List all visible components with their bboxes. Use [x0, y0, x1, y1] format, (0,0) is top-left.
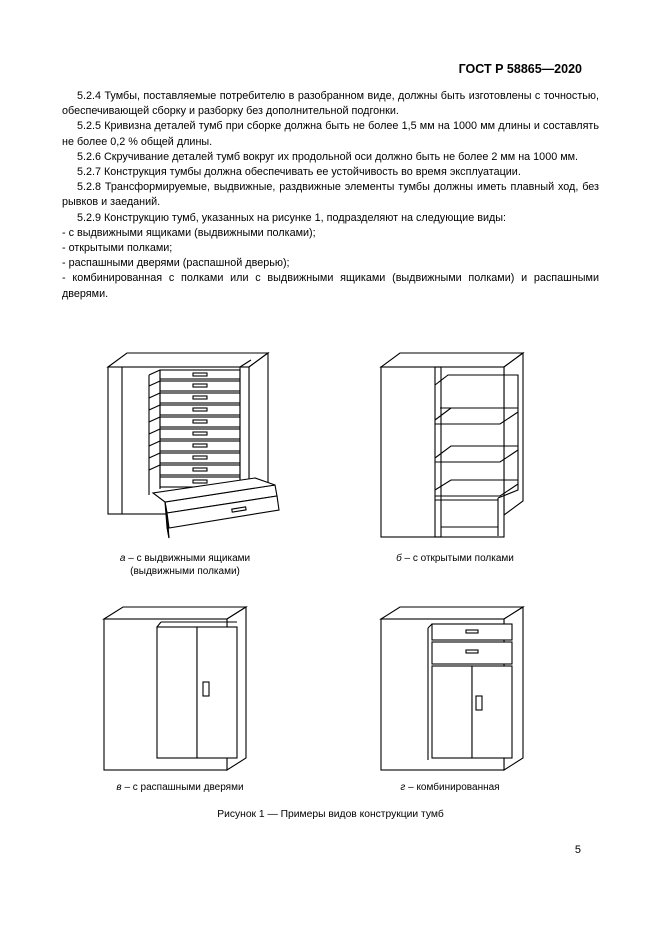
paragraph: 5.2.8 Трансформируемые, выдвижные, раздвижные элементы тумбы должны иметь плавный ход, без рывков и заеданий.	[62, 181, 599, 209]
caption-letter: в	[116, 782, 122, 793]
list-item: - открытыми полками;	[62, 242, 173, 255]
document-header: ГОСТ Р 58865—2020	[458, 62, 582, 76]
caption-text: – с открытыми полками	[404, 553, 514, 564]
paragraph: 5.2.5 Кривизна деталей тумб при сборке должна быть не более 1,5 мм на 1000 мм длины и составлять не более 0,2 % общей длины.	[62, 120, 599, 148]
paragraph: 5.2.4 Тумбы, поставляемые потребителю в разобранном виде, должны быть изготовлены с точностью, обеспечивающей сборку и разборку без дополнительной подгонки.	[62, 90, 599, 118]
caption-text: – комбинированная	[408, 782, 500, 793]
list-item: - комбинированная с полками или с выдвижными ящиками (выдвижными полками) и распашными дверями.	[62, 272, 599, 300]
paragraph: 5.2.6 Скручивание деталей тумб вокруг их продольной оси должно быть не более 2 мм на 1000 мм.	[77, 150, 579, 163]
list-item: - с выдвижными ящиками (выдвижными полками);	[62, 226, 316, 239]
figure-drawers-cabinet	[105, 350, 290, 540]
figure-caption-d	[360, 781, 540, 794]
caption-text: – с распашными дверями	[124, 782, 244, 793]
figure-open-shelves	[378, 350, 528, 540]
figure-hinged-doors	[101, 604, 251, 774]
caption-letter: а	[119, 553, 126, 564]
caption-letter: г	[400, 782, 406, 793]
caption-text-2: (выдвижными полками)	[130, 566, 240, 577]
figure-caption-c	[90, 781, 270, 794]
page-number: 5	[574, 844, 581, 856]
body-text	[62, 89, 599, 302]
paragraph: 5.2.7 Конструкция тумбы должна обеспечивать ее устойчивость во время эксплуатации.	[77, 166, 521, 179]
figure-combined-cabinet	[378, 604, 528, 774]
paragraph: 5.2.9 Конструкцию тумб, указанных на рисунке 1, подразделяют на следующие виды:	[77, 211, 507, 224]
figure-title: Рисунок 1 — Примеры видов конструкции тумб	[217, 809, 444, 820]
caption-letter: б	[396, 553, 402, 564]
caption-text: – с выдвижными ящиками	[128, 553, 251, 564]
figure-caption-a	[95, 552, 275, 578]
list-item: - распашными дверями (распашной дверью);	[62, 257, 290, 270]
figure-caption-b	[360, 552, 550, 565]
